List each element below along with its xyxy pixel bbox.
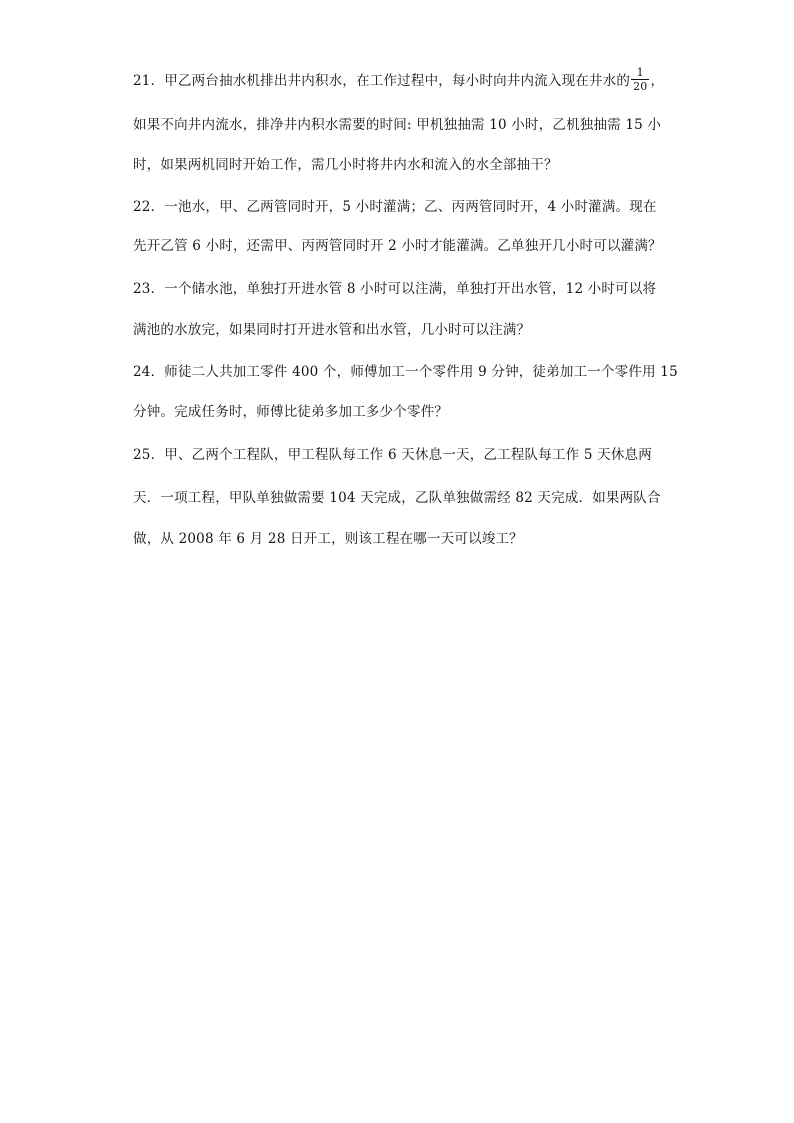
- question-21-line-1: [133, 68, 673, 95]
- question-21-line-2: 如果不向井内流水，排净井内积水需要的时间: 甲机独抽需 10 小时，乙机独抽需 15 小: [133, 117, 662, 133]
- question-23-line-1: 23．一个储水池，单独打开进水管 8 小时可以注满，单独打开出水管，12 小时可以将: [133, 281, 657, 297]
- question-25-line-2: 天．一项工程，甲队单独做需要 104 天完成，乙队单独做需经 82 天完成．如果两队合: [133, 490, 661, 506]
- question-23-line-2: 满池的水放完，如果同时打开进水管和出水管，几小时可以注满？: [133, 322, 531, 338]
- question-24-line-1: 24．师徒二人共加工零件 400 个，师傅加工一个零件用 9 分钟，徒弟加工一个零件用 15: [133, 364, 678, 380]
- question-21-line-3: 时，如果两机同时开始工作，需几小时将井内水和流入的水全部抽干？: [133, 157, 558, 173]
- question-25-line-1: 25．甲、乙两个工程队，甲工程队每工作 6 天休息一天，乙工程队每工作 5 天休息两: [133, 447, 652, 463]
- question-21-text-before-fraction: 21．甲乙两台抽水机排出井内积水，在工作过程中，每小时向井内流入现在井水的: [133, 73, 631, 89]
- question-22-line-1: 22．一池水，甲、乙两管同时开，5 小时灌满；乙、丙两管同时开，4 小时灌满。现在: [133, 199, 657, 215]
- fraction-numerator: 1: [631, 66, 649, 80]
- fraction-denominator: 20: [633, 80, 648, 93]
- question-25-line-3: 做，从 2008 年 6 月 28 日开工，则该工程在哪一天可以竣工？: [133, 531, 523, 547]
- question-21-text-after-fraction: ，: [650, 73, 665, 89]
- fraction-one-twentieth: [631, 66, 649, 93]
- question-24-line-2: 分钟。完成任务时，师傅比徒弟多加工多少个零件？: [133, 404, 449, 420]
- question-22-line-2: 先开乙管 6 小时，还需甲、丙两管同时开 2 小时才能灌满。乙单独开几小时可以灌满？: [133, 238, 662, 254]
